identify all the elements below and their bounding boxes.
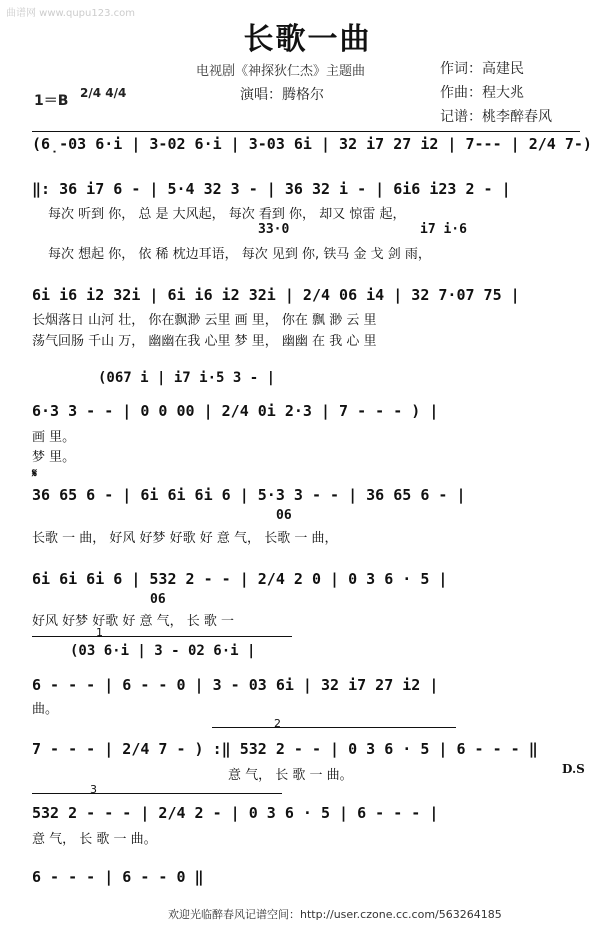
lyrics-5: 长歌 一 曲， 好风 好梦 好歌 好 意 气， 长歌 一 曲， <box>32 531 338 546</box>
footer-url: 欢迎光临醉春风记谱空间：http://user.czone.cc.com/563264185 <box>168 908 502 921</box>
score-system-4: 6·3 3 - - | 0 0 00 | 2/4 0i 2·3 | 7 - - - ) | <box>32 402 439 420</box>
inline-notes-5: 06 <box>276 508 292 523</box>
composer: 作曲：程大兆 <box>440 85 524 101</box>
ds-mark: D.S <box>562 762 585 776</box>
score-system-3: 6i i6 i2 32i | 6i i6 i2 32i | 2/4 06 i4 | 32 7·07 75 | <box>32 286 520 304</box>
singer: 演唱：腾格尔 <box>240 87 324 103</box>
volta-3: 3 <box>90 783 97 796</box>
inline-notes-2a: 33·0 <box>258 222 290 237</box>
lyrics-4-verse-2: 梦 里。 <box>32 450 76 465</box>
lyrics-9: 意 气， 长 歌 一 曲。 <box>32 832 157 847</box>
subtitle: 电视剧《神探狄仁杰》主题曲 <box>196 64 366 79</box>
lyrics-2-verse-1: 每次 听到 你， 总 是 大风起， 每次 看到 你， 却又 惊雷 起， <box>48 207 406 222</box>
segno-icon: 𝄋 <box>32 466 38 480</box>
score-system-2: ‖: 36 i7 6 - | 5·4 32 3 - | 36 32 i - | 6i6 i23 2 - | <box>32 180 511 198</box>
lyricist: 作词：高建民 <box>440 61 524 77</box>
lyrics-2-verse-2: 每次 想起 你， 依 稀 枕边耳语， 每次 见到 你, 铁马 金 戈 剑 雨， <box>48 247 431 262</box>
volta-2: 2 <box>274 717 281 730</box>
score-system-4-upper: (067 i | i7 i·5 3 - | <box>98 370 276 386</box>
score-system-5: 36 65 6 - | 6i 6i 6i 6 | 5·3 3 - - | 36 65 6 - | <box>32 486 466 504</box>
watermark: 曲谱网 www.qupu123.com <box>6 8 135 19</box>
score-system-1: (6̣-03 6·i | 3-02 6·i | 3-03 6i | 32 i7 27 i2 | 7--- | 2/4 7-) <box>32 135 592 153</box>
score-system-6: 6i 6i 6i 6 | 532 2 - - | 2/4 2 0 | 0 3 6 · 5 | <box>32 570 448 588</box>
time-signature: 2/4 4/4 <box>80 86 127 100</box>
score-system-9: 532 2 - - - | 2/4 2 - | 0 3 6 · 5 | 6 - - - | <box>32 804 439 822</box>
song-title: 长歌一曲 <box>243 22 372 57</box>
lyrics-3-verse-1: 长烟落日 山河 壮， 你在飘渺 云里 画 里， 你在 飘 渺 云 里 <box>32 313 377 328</box>
inline-notes-6: 06 <box>150 592 166 607</box>
volta-1: 1 <box>96 626 103 639</box>
lyrics-7: 曲。 <box>32 702 59 717</box>
score-system-7: 6 - - - | 6 - - 0 | 3 - 03 6i | 32 i7 27 i2 | <box>32 676 439 694</box>
lyrics-8: 意 气， 长 歌 一 曲。 <box>228 768 353 783</box>
lyrics-3-verse-2: 荡气回肠 千山 万， 幽幽在我 心里 梦 里， 幽幽 在 我 心 里 <box>32 334 377 349</box>
transcriber: 记谱：桃李醉春风 <box>440 109 552 125</box>
inline-notes-2b: i7 i·6 <box>420 222 467 237</box>
key-signature: 1＝B <box>34 93 69 109</box>
score-system-7-upper: (03 6·i | 3 - 02 6·i | <box>70 643 256 659</box>
score-system-10: 6 - - - | 6 - - 0 ‖ <box>32 868 204 886</box>
lyrics-4-verse-1: 画 里。 <box>32 430 76 445</box>
score-system-8: 7 - - - | 2/4 7 - ) :‖ 532 2 - - | 0 3 6 · 5 | 6 - - - ‖ <box>32 740 538 758</box>
lyrics-6: 好风 好梦 好歌 好 意 气， 长 歌 一 <box>32 614 235 629</box>
